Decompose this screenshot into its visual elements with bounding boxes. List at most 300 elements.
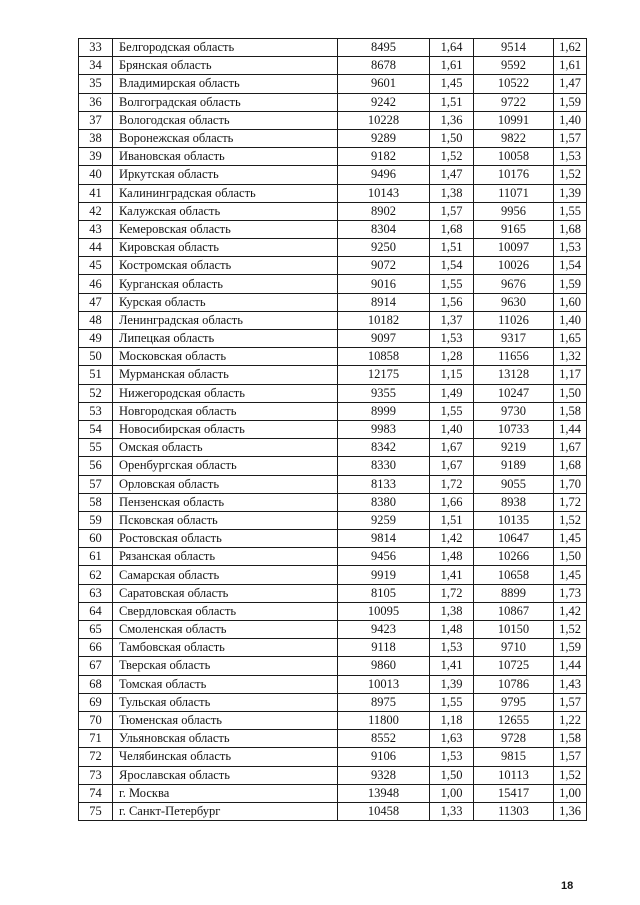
coef-1-cell: 1,45: [430, 75, 474, 93]
coef-1-cell: 1,52: [430, 148, 474, 166]
value-1-cell: 9860: [338, 657, 430, 675]
coef-1-cell: 1,53: [430, 330, 474, 348]
region-name-cell: Ульяновская область: [113, 730, 338, 748]
value-2-cell: 10991: [474, 111, 554, 129]
value-2-cell: 13128: [474, 366, 554, 384]
value-2-cell: 9514: [474, 39, 554, 57]
table-row: [79, 75, 587, 93]
coef-1-cell: 1,61: [430, 57, 474, 75]
value-2-cell: 10522: [474, 75, 554, 93]
coef-1-cell: 1,72: [430, 475, 474, 493]
coef-2-cell: 1,57: [554, 693, 587, 711]
region-name-cell: Белгородская область: [113, 39, 338, 57]
region-name-cell: Московская область: [113, 348, 338, 366]
table-row: [79, 602, 587, 620]
row-number-cell: 68: [79, 675, 113, 693]
coef-2-cell: 1,43: [554, 675, 587, 693]
row-number-cell: 44: [79, 239, 113, 257]
row-number-cell: 35: [79, 75, 113, 93]
value-2-cell: 11071: [474, 184, 554, 202]
value-1-cell: 8975: [338, 693, 430, 711]
table-row: [79, 220, 587, 238]
coef-2-cell: 1,59: [554, 275, 587, 293]
coef-1-cell: 1,66: [430, 493, 474, 511]
table-row: [79, 57, 587, 75]
coef-1-cell: 1,51: [430, 93, 474, 111]
table-row: [79, 621, 587, 639]
row-number-cell: 72: [79, 748, 113, 766]
region-name-cell: Кемеровская область: [113, 220, 338, 238]
value-1-cell: 9016: [338, 275, 430, 293]
value-2-cell: 10266: [474, 548, 554, 566]
region-name-cell: Иркутская область: [113, 166, 338, 184]
coef-2-cell: 1,17: [554, 366, 587, 384]
region-name-cell: Смоленская область: [113, 621, 338, 639]
coef-1-cell: 1,57: [430, 202, 474, 220]
value-1-cell: 9496: [338, 166, 430, 184]
table-row: [79, 275, 587, 293]
row-number-cell: 34: [79, 57, 113, 75]
value-2-cell: 9676: [474, 275, 554, 293]
value-1-cell: 9118: [338, 639, 430, 657]
table-row: [79, 475, 587, 493]
row-number-cell: 43: [79, 220, 113, 238]
table-row: [79, 39, 587, 57]
row-number-cell: 39: [79, 148, 113, 166]
value-2-cell: 10113: [474, 766, 554, 784]
row-number-cell: 63: [79, 584, 113, 602]
value-1-cell: 9423: [338, 621, 430, 639]
value-2-cell: 10247: [474, 384, 554, 402]
value-2-cell: 10135: [474, 511, 554, 529]
region-name-cell: Рязанская область: [113, 548, 338, 566]
value-2-cell: 10786: [474, 675, 554, 693]
value-1-cell: 8330: [338, 457, 430, 475]
region-name-cell: Свердловская область: [113, 602, 338, 620]
row-number-cell: 59: [79, 511, 113, 529]
coef-2-cell: 1,67: [554, 439, 587, 457]
value-1-cell: 8342: [338, 439, 430, 457]
value-1-cell: 8902: [338, 202, 430, 220]
value-1-cell: 8914: [338, 293, 430, 311]
row-number-cell: 37: [79, 111, 113, 129]
value-1-cell: 8105: [338, 584, 430, 602]
table-row: [79, 348, 587, 366]
value-1-cell: 12175: [338, 366, 430, 384]
region-name-cell: Владимирская область: [113, 75, 338, 93]
value-1-cell: 8552: [338, 730, 430, 748]
value-2-cell: 9815: [474, 748, 554, 766]
coef-1-cell: 1,50: [430, 129, 474, 147]
table-row: [79, 311, 587, 329]
table-row: [79, 693, 587, 711]
coef-2-cell: 1,39: [554, 184, 587, 202]
row-number-cell: 71: [79, 730, 113, 748]
table-row: [79, 802, 587, 820]
regions-table: [78, 38, 587, 821]
row-number-cell: 75: [79, 802, 113, 820]
coef-1-cell: 1,67: [430, 439, 474, 457]
table-row: [79, 584, 587, 602]
value-2-cell: 9722: [474, 93, 554, 111]
value-2-cell: 10097: [474, 239, 554, 257]
region-name-cell: Ленинградская область: [113, 311, 338, 329]
value-2-cell: 11303: [474, 802, 554, 820]
coef-1-cell: 1,53: [430, 639, 474, 657]
coef-1-cell: 1,37: [430, 311, 474, 329]
coef-2-cell: 1,44: [554, 420, 587, 438]
coef-1-cell: 1,48: [430, 621, 474, 639]
coef-1-cell: 1,36: [430, 111, 474, 129]
coef-1-cell: 1,00: [430, 784, 474, 802]
value-1-cell: 10858: [338, 348, 430, 366]
table-row: [79, 566, 587, 584]
value-1-cell: 13948: [338, 784, 430, 802]
coef-1-cell: 1,40: [430, 420, 474, 438]
value-1-cell: 9182: [338, 148, 430, 166]
coef-2-cell: 1,61: [554, 57, 587, 75]
region-name-cell: Кировская область: [113, 239, 338, 257]
coef-1-cell: 1,48: [430, 548, 474, 566]
coef-2-cell: 1,52: [554, 166, 587, 184]
value-1-cell: 9242: [338, 93, 430, 111]
coef-2-cell: 1,47: [554, 75, 587, 93]
coef-1-cell: 1,28: [430, 348, 474, 366]
row-number-cell: 60: [79, 530, 113, 548]
row-number-cell: 50: [79, 348, 113, 366]
coef-1-cell: 1,50: [430, 766, 474, 784]
value-2-cell: 11656: [474, 348, 554, 366]
table-row: [79, 166, 587, 184]
coef-2-cell: 1,53: [554, 148, 587, 166]
row-number-cell: 52: [79, 384, 113, 402]
value-2-cell: 9710: [474, 639, 554, 657]
row-number-cell: 40: [79, 166, 113, 184]
table-row: [79, 711, 587, 729]
coef-2-cell: 1,65: [554, 330, 587, 348]
coef-1-cell: 1,38: [430, 184, 474, 202]
value-1-cell: 9601: [338, 75, 430, 93]
table-row: [79, 239, 587, 257]
coef-2-cell: 1,52: [554, 766, 587, 784]
value-2-cell: 9795: [474, 693, 554, 711]
coef-1-cell: 1,68: [430, 220, 474, 238]
row-number-cell: 70: [79, 711, 113, 729]
row-number-cell: 58: [79, 493, 113, 511]
value-2-cell: 10733: [474, 420, 554, 438]
region-name-cell: Калининградская область: [113, 184, 338, 202]
value-2-cell: 10026: [474, 257, 554, 275]
region-name-cell: Новосибирская область: [113, 420, 338, 438]
table-row: [79, 184, 587, 202]
coef-2-cell: 1,36: [554, 802, 587, 820]
value-2-cell: 8938: [474, 493, 554, 511]
table-row: [79, 330, 587, 348]
row-number-cell: 69: [79, 693, 113, 711]
table-row: [79, 784, 587, 802]
coef-2-cell: 1,57: [554, 748, 587, 766]
value-1-cell: 9814: [338, 530, 430, 548]
region-name-cell: г. Москва: [113, 784, 338, 802]
region-name-cell: Тверская область: [113, 657, 338, 675]
region-name-cell: Саратовская область: [113, 584, 338, 602]
row-number-cell: 62: [79, 566, 113, 584]
value-2-cell: 9822: [474, 129, 554, 147]
table-row: [79, 748, 587, 766]
row-number-cell: 38: [79, 129, 113, 147]
coef-2-cell: 1,70: [554, 475, 587, 493]
table-row: [79, 93, 587, 111]
coef-1-cell: 1,47: [430, 166, 474, 184]
value-1-cell: 9250: [338, 239, 430, 257]
row-number-cell: 46: [79, 275, 113, 293]
region-name-cell: Пензенская область: [113, 493, 338, 511]
region-name-cell: Курганская область: [113, 275, 338, 293]
region-name-cell: Томская область: [113, 675, 338, 693]
coef-1-cell: 1,55: [430, 693, 474, 711]
table-row: [79, 111, 587, 129]
coef-1-cell: 1,56: [430, 293, 474, 311]
coef-1-cell: 1,39: [430, 675, 474, 693]
value-2-cell: 9728: [474, 730, 554, 748]
coef-2-cell: 1,00: [554, 784, 587, 802]
value-1-cell: 9259: [338, 511, 430, 529]
coef-1-cell: 1,53: [430, 748, 474, 766]
row-number-cell: 42: [79, 202, 113, 220]
row-number-cell: 48: [79, 311, 113, 329]
value-2-cell: 10658: [474, 566, 554, 584]
row-number-cell: 53: [79, 402, 113, 420]
region-name-cell: Ростовская область: [113, 530, 338, 548]
value-2-cell: 9592: [474, 57, 554, 75]
value-1-cell: 10013: [338, 675, 430, 693]
region-name-cell: Тульская область: [113, 693, 338, 711]
coef-2-cell: 1,45: [554, 530, 587, 548]
coef-1-cell: 1,72: [430, 584, 474, 602]
value-1-cell: 9328: [338, 766, 430, 784]
row-number-cell: 49: [79, 330, 113, 348]
value-2-cell: 10176: [474, 166, 554, 184]
table-row: [79, 530, 587, 548]
region-name-cell: Мурманская область: [113, 366, 338, 384]
coef-2-cell: 1,50: [554, 384, 587, 402]
value-2-cell: 9165: [474, 220, 554, 238]
table-row: [79, 675, 587, 693]
coef-1-cell: 1,41: [430, 566, 474, 584]
value-1-cell: 8133: [338, 475, 430, 493]
table-row: [79, 402, 587, 420]
region-name-cell: Волгоградская область: [113, 93, 338, 111]
value-1-cell: 9456: [338, 548, 430, 566]
table-row: [79, 730, 587, 748]
region-name-cell: г. Санкт-Петербург: [113, 802, 338, 820]
region-name-cell: Воронежская область: [113, 129, 338, 147]
coef-2-cell: 1,52: [554, 621, 587, 639]
coef-1-cell: 1,51: [430, 239, 474, 257]
coef-2-cell: 1,54: [554, 257, 587, 275]
value-2-cell: 9055: [474, 475, 554, 493]
row-number-cell: 74: [79, 784, 113, 802]
region-name-cell: Калужская область: [113, 202, 338, 220]
row-number-cell: 51: [79, 366, 113, 384]
value-2-cell: 10150: [474, 621, 554, 639]
coef-1-cell: 1,38: [430, 602, 474, 620]
row-number-cell: 57: [79, 475, 113, 493]
table-row: [79, 129, 587, 147]
row-number-cell: 36: [79, 93, 113, 111]
value-1-cell: 9355: [338, 384, 430, 402]
coef-1-cell: 1,55: [430, 275, 474, 293]
coef-2-cell: 1,58: [554, 730, 587, 748]
value-1-cell: 8380: [338, 493, 430, 511]
value-1-cell: 8678: [338, 57, 430, 75]
value-1-cell: 9072: [338, 257, 430, 275]
value-1-cell: 9983: [338, 420, 430, 438]
value-2-cell: 9219: [474, 439, 554, 457]
region-name-cell: Орловская область: [113, 475, 338, 493]
row-number-cell: 65: [79, 621, 113, 639]
value-1-cell: 10458: [338, 802, 430, 820]
region-name-cell: Липецкая область: [113, 330, 338, 348]
value-2-cell: 11026: [474, 311, 554, 329]
table-row: [79, 148, 587, 166]
row-number-cell: 33: [79, 39, 113, 57]
value-2-cell: 10058: [474, 148, 554, 166]
value-1-cell: 9097: [338, 330, 430, 348]
coef-2-cell: 1,62: [554, 39, 587, 57]
table-row: [79, 293, 587, 311]
row-number-cell: 56: [79, 457, 113, 475]
coef-2-cell: 1,57: [554, 129, 587, 147]
value-2-cell: 9317: [474, 330, 554, 348]
value-2-cell: 10725: [474, 657, 554, 675]
region-name-cell: Ярославская область: [113, 766, 338, 784]
region-name-cell: Тюменская область: [113, 711, 338, 729]
coef-2-cell: 1,40: [554, 311, 587, 329]
coef-1-cell: 1,67: [430, 457, 474, 475]
value-2-cell: 8899: [474, 584, 554, 602]
value-2-cell: 10647: [474, 530, 554, 548]
value-2-cell: 12655: [474, 711, 554, 729]
coef-1-cell: 1,18: [430, 711, 474, 729]
region-name-cell: Новгородская область: [113, 402, 338, 420]
coef-2-cell: 1,72: [554, 493, 587, 511]
row-number-cell: 55: [79, 439, 113, 457]
region-name-cell: Псковская область: [113, 511, 338, 529]
row-number-cell: 47: [79, 293, 113, 311]
table-row: [79, 511, 587, 529]
coef-2-cell: 1,45: [554, 566, 587, 584]
region-name-cell: Ивановская область: [113, 148, 338, 166]
value-2-cell: 9956: [474, 202, 554, 220]
region-name-cell: Омская область: [113, 439, 338, 457]
value-2-cell: 9630: [474, 293, 554, 311]
value-1-cell: 10143: [338, 184, 430, 202]
value-2-cell: 10867: [474, 602, 554, 620]
coef-2-cell: 1,22: [554, 711, 587, 729]
table-row: [79, 766, 587, 784]
coef-2-cell: 1,32: [554, 348, 587, 366]
coef-1-cell: 1,51: [430, 511, 474, 529]
coef-1-cell: 1,54: [430, 257, 474, 275]
row-number-cell: 67: [79, 657, 113, 675]
row-number-cell: 73: [79, 766, 113, 784]
table-row: [79, 257, 587, 275]
coef-2-cell: 1,68: [554, 457, 587, 475]
row-number-cell: 41: [79, 184, 113, 202]
value-2-cell: 9730: [474, 402, 554, 420]
coef-1-cell: 1,49: [430, 384, 474, 402]
region-name-cell: Нижегородская область: [113, 384, 338, 402]
table-row: [79, 548, 587, 566]
row-number-cell: 64: [79, 602, 113, 620]
coef-1-cell: 1,33: [430, 802, 474, 820]
table-row: [79, 457, 587, 475]
coef-2-cell: 1,50: [554, 548, 587, 566]
table-row: [79, 639, 587, 657]
table-row: [79, 493, 587, 511]
value-1-cell: 8999: [338, 402, 430, 420]
table-row: [79, 384, 587, 402]
value-1-cell: 11800: [338, 711, 430, 729]
coef-2-cell: 1,68: [554, 220, 587, 238]
coef-2-cell: 1,52: [554, 511, 587, 529]
coef-1-cell: 1,41: [430, 657, 474, 675]
region-name-cell: Курская область: [113, 293, 338, 311]
region-name-cell: Вологодская область: [113, 111, 338, 129]
coef-1-cell: 1,15: [430, 366, 474, 384]
table-row: [79, 439, 587, 457]
value-1-cell: 8495: [338, 39, 430, 57]
coef-2-cell: 1,59: [554, 639, 587, 657]
table-row: [79, 420, 587, 438]
value-2-cell: 9189: [474, 457, 554, 475]
coef-1-cell: 1,55: [430, 402, 474, 420]
row-number-cell: 45: [79, 257, 113, 275]
table-row: [79, 657, 587, 675]
value-1-cell: 10095: [338, 602, 430, 620]
region-name-cell: Оренбургская область: [113, 457, 338, 475]
value-1-cell: 10228: [338, 111, 430, 129]
coef-2-cell: 1,73: [554, 584, 587, 602]
table-body: [79, 39, 587, 821]
region-name-cell: Брянская область: [113, 57, 338, 75]
coef-2-cell: 1,44: [554, 657, 587, 675]
value-1-cell: 9289: [338, 129, 430, 147]
coef-1-cell: 1,64: [430, 39, 474, 57]
coef-2-cell: 1,55: [554, 202, 587, 220]
value-2-cell: 15417: [474, 784, 554, 802]
value-1-cell: 10182: [338, 311, 430, 329]
page-number: 18: [561, 880, 574, 892]
coef-2-cell: 1,60: [554, 293, 587, 311]
coef-2-cell: 1,53: [554, 239, 587, 257]
coef-2-cell: 1,58: [554, 402, 587, 420]
value-1-cell: 9919: [338, 566, 430, 584]
row-number-cell: 66: [79, 639, 113, 657]
region-name-cell: Тамбовская область: [113, 639, 338, 657]
table-row: [79, 202, 587, 220]
region-name-cell: Костромская область: [113, 257, 338, 275]
coef-1-cell: 1,42: [430, 530, 474, 548]
coef-2-cell: 1,59: [554, 93, 587, 111]
value-1-cell: 8304: [338, 220, 430, 238]
coef-1-cell: 1,63: [430, 730, 474, 748]
row-number-cell: 54: [79, 420, 113, 438]
row-number-cell: 61: [79, 548, 113, 566]
table-row: [79, 366, 587, 384]
value-1-cell: 9106: [338, 748, 430, 766]
